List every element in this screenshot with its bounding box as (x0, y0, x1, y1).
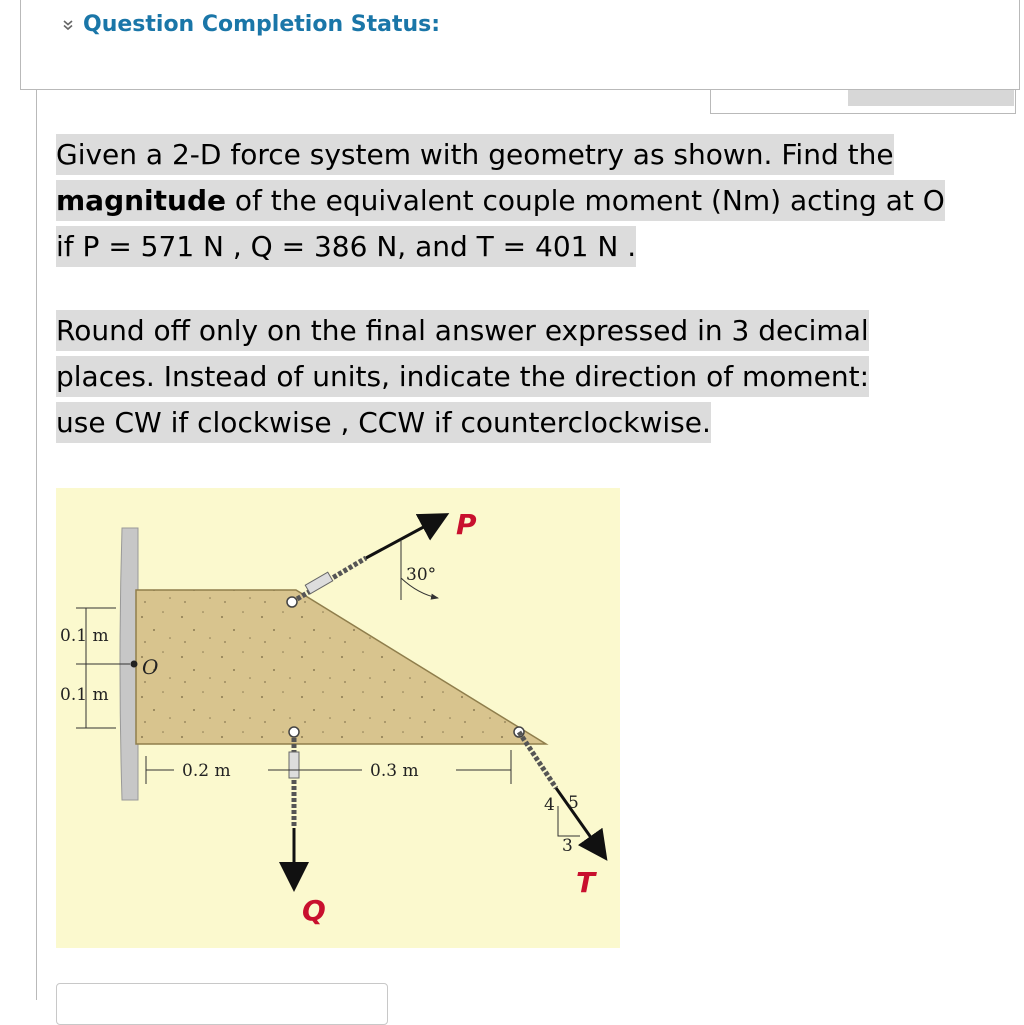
completion-status-title: Question Completion Status: (83, 12, 441, 37)
answer-input-box[interactable] (56, 983, 388, 1025)
label-slope-3: 3 (562, 836, 573, 856)
question-line-1: Given a 2-D force system with geometry as shown. Find the (56, 134, 894, 175)
completion-status-panel (20, 0, 1020, 90)
question-line-2 (56, 180, 945, 221)
instruction-line-3: use CW if clockwise , CCW if counterclockwise. (56, 402, 711, 443)
plate-body (136, 590, 546, 744)
label-force-t: T (576, 866, 596, 899)
label-force-q: Q (302, 894, 326, 927)
instruction-text (56, 308, 976, 446)
turnbuckle-q (289, 752, 299, 778)
label-angle: 30° (406, 565, 437, 585)
instruction-line-1: Round off only on the final answer expressed in 3 decimal (56, 310, 869, 351)
label-slope-5: 5 (568, 793, 579, 813)
question-line-3: if P = 571 N , Q = 386 N, and T = 401 N . (56, 226, 636, 267)
label-force-p: P (456, 508, 477, 541)
content-border (36, 90, 37, 1000)
question-text (56, 132, 976, 270)
question-header-box (710, 90, 1016, 114)
label-point-o: O (142, 655, 159, 679)
force-diagram (56, 488, 620, 948)
pin-q (289, 727, 299, 737)
label-dim-02: 0.2 m (182, 761, 231, 781)
label-dim-top: 0.1 m (60, 626, 109, 646)
completion-status-toggle[interactable] (61, 12, 440, 37)
turnbuckle-p (305, 572, 333, 594)
question-bold-magnitude: magnitude (56, 184, 226, 217)
pin-p (287, 597, 297, 607)
instruction-line-2: places. Instead of units, indicate the direction of moment: (56, 356, 869, 397)
chevron-down-icon (61, 18, 75, 32)
point-o (131, 661, 138, 668)
label-slope-4: 4 (544, 795, 555, 815)
question-line-2-rest: of the equivalent couple moment (Nm) acting at O (226, 184, 945, 217)
label-dim-03: 0.3 m (370, 761, 419, 781)
question-header-fill (848, 90, 1014, 106)
label-dim-bottom: 0.1 m (60, 685, 109, 705)
force-system-figure (56, 488, 620, 948)
arrow-p (366, 516, 444, 558)
